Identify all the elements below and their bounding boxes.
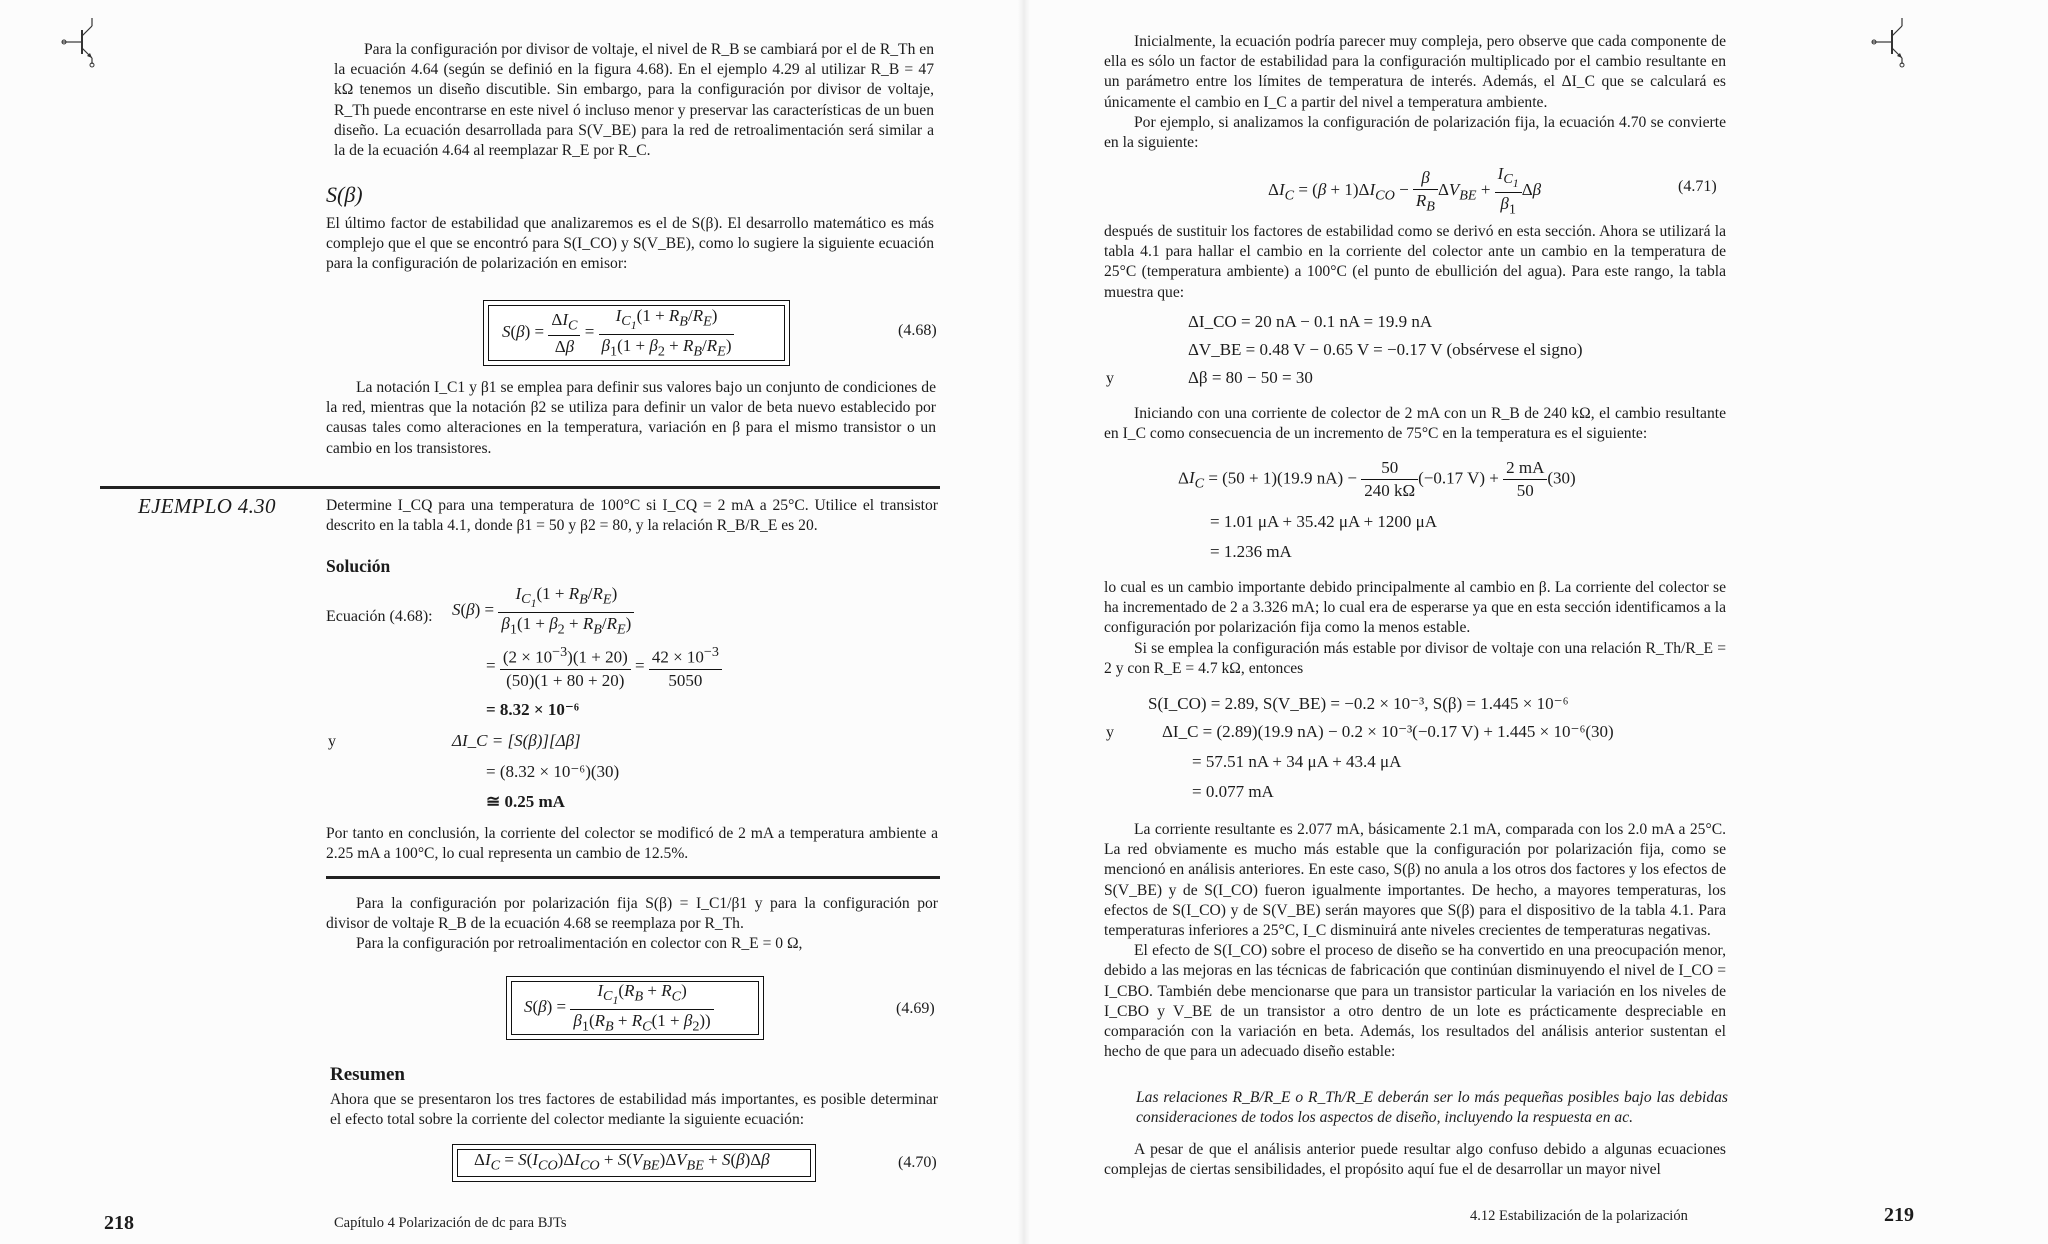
equation-4-71: $\Delta I_C = (\beta + 1)\Delta I_{CO}$ − $\frac{\beta}{R_B}$ $\Delta V_{BE}$ + $\frac{I_{C_1}}{\beta_1}$ Δβ (1268, 164, 1542, 218)
closing-text: A pesar de que el análisis anterior puede resultar algo confuso debido a algunas ecuaciones complejas de ciertas sensibilidades, el propósito aquí fue el de desarrollar un mayor nivel (1104, 1141, 1726, 1179)
solution-step-5: = (8.32 × 10⁻⁶)(30) (486, 762, 620, 781)
fixed-bias-text: Para la configuración por polarización fija S(β) = I_C1/β1 y para la configuración por divisor de voltaje R_B de la ecuación 4.68 se reemplaza por R_Th. (326, 895, 938, 933)
temperature-range-paragraph (1104, 222, 1726, 303)
conclusion-text: Por tanto en conclusión, la corriente del colector se modificó de 2 mA a temperatura ambiente a 2.25 mA a 100°C, lo cual representa un cambio de 12.5%. (326, 825, 938, 863)
solution-step-3: = 8.32 × 10⁻⁶ (486, 700, 579, 719)
right-running-footer: 4.12 Estabilización de la polarización (1470, 1208, 1688, 1224)
equation-4-68-number: (4.68) (898, 322, 937, 339)
transistor-icon (60, 16, 116, 68)
result-step-2: = 1.01 μA + 35.42 μA + 1200 μA (1210, 512, 1438, 531)
design-text: El efecto de S(I_CO) sobre el proceso de diseño se ha convertido en una preocupación menor, debido a las mejoras en las técnicas de fabricación que continúan disminuyendo el nivel de I_CO = I_CBO. También debe mencionarse que para un transistor particular la variación en los niveles de I_CBO y V_BE de un transistor a otro dentro de un lote es prácticamente despreciable en comparación con la variación en beta. Además, los resultados del análisis anterior sustentan el hecho de que para un adecuado diseño estable: (1104, 942, 1726, 1061)
conclusion-paragraph (326, 824, 938, 864)
section-heading: S(β) (326, 182, 363, 207)
intro-text: Para la configuración por divisor de voltaje, el nivel de R_B se cambiará por el de R_Th en la ecuación 4.64 (según se definió en la figura 4.68). En el ejemplo 4.29 al utilizar R_B = 47 kΩ tenemos un diseño discutible. Sin embargo, para la configuración por divisor de voltaje, R_Th puede encontrarse en este nivel ó incluso menor y preservar las características de un buen diseño. La ecuación desarrollada para S(V_BE) para la red de retroalimentación será similar a la de la ecuación 4.64 al reemplazar R_E por R_C. (334, 41, 934, 160)
solution-heading: Solución (326, 556, 391, 576)
voltage-divider-text: Si se emplea la configuración más estable por divisor de voltaje con una relación R_Th/R_E = 2 y con R_E = 4.7 kΩ, entonces (1104, 639, 1726, 677)
divider-step-3: = 0.077 mA (1192, 782, 1274, 801)
design-rule-paragraph (1136, 1088, 1728, 1128)
example-statement (326, 496, 938, 536)
comparison-text: La corriente resultante es 2.077 mA, básicamente 2.1 mA, comparada con los 2.0 mA a 25°C. La red obviamente es mucho más estable que la configuración por polarización fija, como se mencionó en análisis anteriores. En este caso, S(β) no anula a los otros dos factores y los efectos de S(V_BE) y de S(I_CO) fueron igualmente importantes. De hecho, a mayores temperaturas, los efectos de S(I_CO) y de S(V_BE) serán mayores que S(β) para el dispositivo de la tabla 4.1. Para temperaturas inferiores a 25°C, I_C disminuirá ante niveles crecientes de temperaturas negativas. (1104, 821, 1726, 940)
fixed-bias-example-text: Por ejemplo, si analizamos la configuración de polarización fija, la ecuación 4.70 se convierte en la siguiente: (1104, 113, 1726, 152)
solution-step-1: S(β) = $\frac{I_{C_1}(1 + R_B/R_E)}{\beta_1(1 + \beta_2 + R_B/R_E)}$ (452, 584, 634, 639)
equation-4-70-number: (4.70) (898, 1154, 937, 1171)
example-top-rule (100, 486, 940, 489)
delta-and: y (1106, 370, 1114, 387)
right-page-number: 219 (1884, 1204, 1914, 1226)
example-label: EJEMPLO 4.30 (138, 494, 276, 518)
delta-vbe-line: ΔV_BE = 0.48 V − 0.65 V = −0.17 V (obsérvese el signo) (1188, 340, 1583, 359)
solution-step-4: ΔI_C = [S(β)][Δβ] (452, 731, 581, 750)
section-paragraph (326, 214, 934, 275)
divider-step-2: = 57.51 nA + 34 μA + 43.4 μA (1192, 752, 1402, 771)
equation-4-69-number: (4.69) (896, 1000, 935, 1017)
notation-paragraph (326, 378, 936, 459)
left-running-footer: Capítulo 4 Polarización de dc para BJTs (334, 1215, 567, 1231)
comparison-paragraph (1104, 820, 1726, 1062)
delta-beta-line: Δβ = 80 − 50 = 30 (1188, 368, 1313, 387)
section-text: El último factor de estabilidad que analizaremos es el de S(β). El desarrollo matemático es más complejo que el que se encontró para S(I_CO) y S(V_BE), como lo sugiere la siguiente ecuación para la configuración de polarización en emisor: (326, 215, 934, 273)
solution-step-2: = $\frac{(2 \times 10^{-3})(1 + 20)}{(50)(1 + 80 + 20)}$ = $\frac{42 \times 10^{-3}}{5050}$ (486, 644, 722, 691)
design-rule-text: Las relaciones R_B/R_E o R_Th/R_E deberán ser lo más pequeñas posibles bajo las debidas consideraciones de todos los aspectos de diseño, incluyendo la respuesta en ac. (1136, 1089, 1728, 1127)
equation-4-68: S(β) = $\frac{\Delta I_C}{\Delta\beta}$ = $\frac{I_{C_1}(1 + R_B/R_E)}{\beta_1(1 + \beta_2 + R_B/R_E)}$ (502, 306, 734, 361)
delta-ico-line: ΔI_CO = 20 nA − 0.1 nA = 19.9 nA (1188, 312, 1433, 331)
example-bottom-rule (326, 876, 940, 879)
summary-text: Ahora que se presentaron los tres factores de estabilidad más importantes, es posible determinar el efecto total sobre la corriente del colector mediante la siguiente ecuación: (330, 1091, 938, 1129)
solution-step-6: ≅ 0.25 mA (486, 792, 565, 811)
result-step-3: = 1.236 mA (1210, 542, 1292, 561)
analysis-paragraph (1104, 578, 1726, 679)
intro-paragraph (334, 40, 934, 161)
divider-step-1: ΔI_C = (2.89)(19.9 nA) − 0.2 × 10⁻³(−0.17 V) + 1.445 × 10⁻⁶(30) (1162, 722, 1614, 741)
transistor-icon (1870, 16, 1926, 68)
closing-paragraph (1104, 1140, 1726, 1180)
result-step-1: $\Delta I_C = (50 + 1)(19.9$ nA) − $\frac{50}{240 k\Omega}$ (−0.17 V) + $\frac{2 mA}{50}$ (30) (1178, 458, 1576, 500)
equation-reference-label: Ecuación (4.68): (326, 608, 433, 625)
summary-heading: Resumen (330, 1064, 405, 1085)
temperature-range-text: después de sustituir los factores de estabilidad como se derivó en esta sección. Ahora se utilizará la tabla 4.1 para hallar el cambio en la corriente del colector ante un cambio en la temperatura de 25°C (temperatura ambiente) a 100°C (el punto de ebullición del agua). Para este rango, la tabla muestra que: (1104, 223, 1726, 301)
collector-feedback-text: Para la configuración por retroalimentación en colector con R_E = 0 Ω, (356, 935, 803, 953)
example-text: Determine I_CQ para una temperatura de 100°C si I_CQ = 2 mA a 25°C. Utilice el transistor descrito en la tabla 4.1, donde β1 = 50 y β2 = 80, y la relación R_B/R_E es 20. (326, 497, 938, 535)
stability-and: y (1106, 724, 1114, 741)
notation-text: La notación I_C1 y β1 se emplea para definir sus valores bajo un conjunto de condiciones de la red, mientras que la notación β2 se utiliza para definir un valor de beta nuevo establecido por causas tales como alteraciones en la temperatura, variación en β para el mismo transistor o un cambio en los transistores. (326, 379, 936, 457)
right-page (1024, 0, 2048, 1244)
right-intro-paragraph (1104, 32, 1726, 153)
fixed-bias-paragraph (326, 894, 938, 955)
rb-text: Iniciando con una corriente de colector de 2 mA con un R_B de 240 kΩ, el cambio resultante en I_C como consecuencia de un incremento de 75°C en la temperatura es el siguiente: (1104, 405, 1726, 443)
solution-and: y (328, 733, 336, 750)
right-intro-text: Inicialmente, la ecuación podría parecer muy compleja, pero observe que cada componente de ella es sólo un factor de estabilidad para la configuración multiplicado por el cambio resultante en un parámetro entre los límites de temperatura de interés. Además, el ΔI_C que se calculará es únicamente el cambio en I_C a partir del nivel a temperatura ambiente. (1104, 33, 1726, 111)
analysis-text: lo cual es un cambio importante debido principalmente al cambio en β. La corriente del colector se ha incrementado de 2 a 3.326 mA; lo cual era de esperarse ya que en esta sección identificamos a la configuración por polarización fija como la menos estable. (1104, 579, 1726, 637)
equation-4-70: $\Delta I_C = S(I_{CO})\Delta I_{CO} + S(V_{BE})\Delta V_{BE} + S(\beta)\Delta\beta$ (474, 1150, 770, 1174)
equation-4-71-number: (4.71) (1678, 178, 1717, 195)
rb-paragraph (1104, 404, 1726, 444)
stability-factors-line: S(I_CO) = 2.89, S(V_BE) = −0.2 × 10⁻³, S(β) = 1.445 × 10⁻⁶ (1148, 694, 1569, 713)
summary-paragraph (330, 1090, 938, 1130)
equation-4-69: S(β) = $\frac{I_{C_1}(R_B + R_C)}{\beta_1(R_B + R_C(1 + \beta_2))}$ (524, 981, 714, 1036)
left-page-number: 218 (104, 1212, 134, 1234)
